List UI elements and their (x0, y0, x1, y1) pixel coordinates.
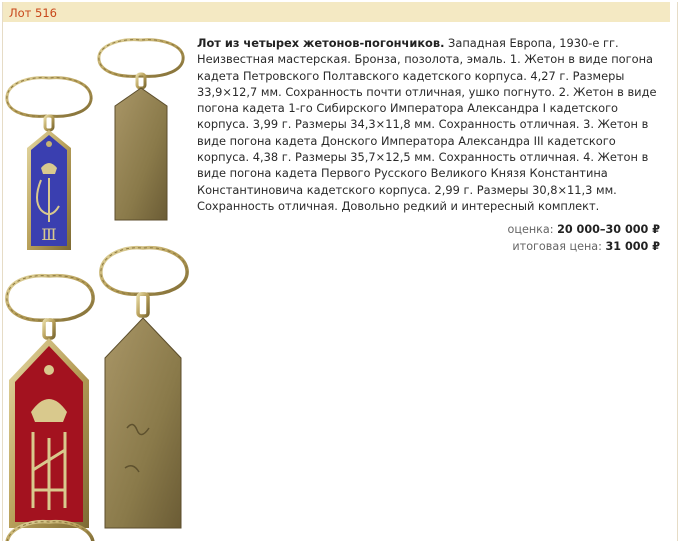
token-blue-back-image[interactable] (95, 34, 187, 230)
lot-title: Лот 516 (9, 6, 57, 20)
lot-description (197, 35, 657, 214)
lot-prices (507, 221, 660, 255)
description-headline: Лот из четырех жетонов-погончиков. (197, 36, 445, 50)
estimate-row (507, 221, 660, 238)
final-price-label: итоговая цена: (512, 240, 602, 253)
token-blue-front-image[interactable] (3, 60, 95, 256)
token-monogram-text: Ⅲ (41, 225, 57, 244)
token-third-chain-image[interactable] (3, 514, 99, 541)
estimate-label: оценка: (507, 223, 554, 236)
description-body: Западная Европа, 1930-е гг. Неизвестная мастерская. Бронза, позолота, эмаль. 1. Жетон в виде погона кадета Петровского Полтавского кадетского корпуса. 4,27 г. Размеры 33,9×12,7 мм. Сохранность почти отличная, ушко погнуто. 2. Жетон в виде погона кадета 1-го Сибирского Императора Александра I кадетского корпуса. 3,99 г. Размеры 34,3×11,8 мм. Сохранность отличная. 3. Жетон в виде погона кадета Донского Императора Александра III кадетского корпуса. 4,38 г. Размеры 35,7×12,5 мм. Сохранность отличная. 4. Жетон в виде погона кадета Первого Русского Великого Князя Константина Константиновича кадетского корпуса. 2,99 г. Размеры 30,8×11,3 мм. Сохранность отличная. Довольно редкий и интересный комплект. (197, 36, 657, 213)
final-price-value: 31 000 ₽ (605, 240, 660, 253)
token-red-back-image[interactable] (97, 238, 189, 534)
final-price-row (507, 238, 660, 255)
lot-header (3, 2, 670, 22)
estimate-value: 20 000–30 000 ₽ (557, 223, 660, 236)
token-red-front-image[interactable] (3, 260, 99, 532)
lot-images (3, 30, 189, 541)
